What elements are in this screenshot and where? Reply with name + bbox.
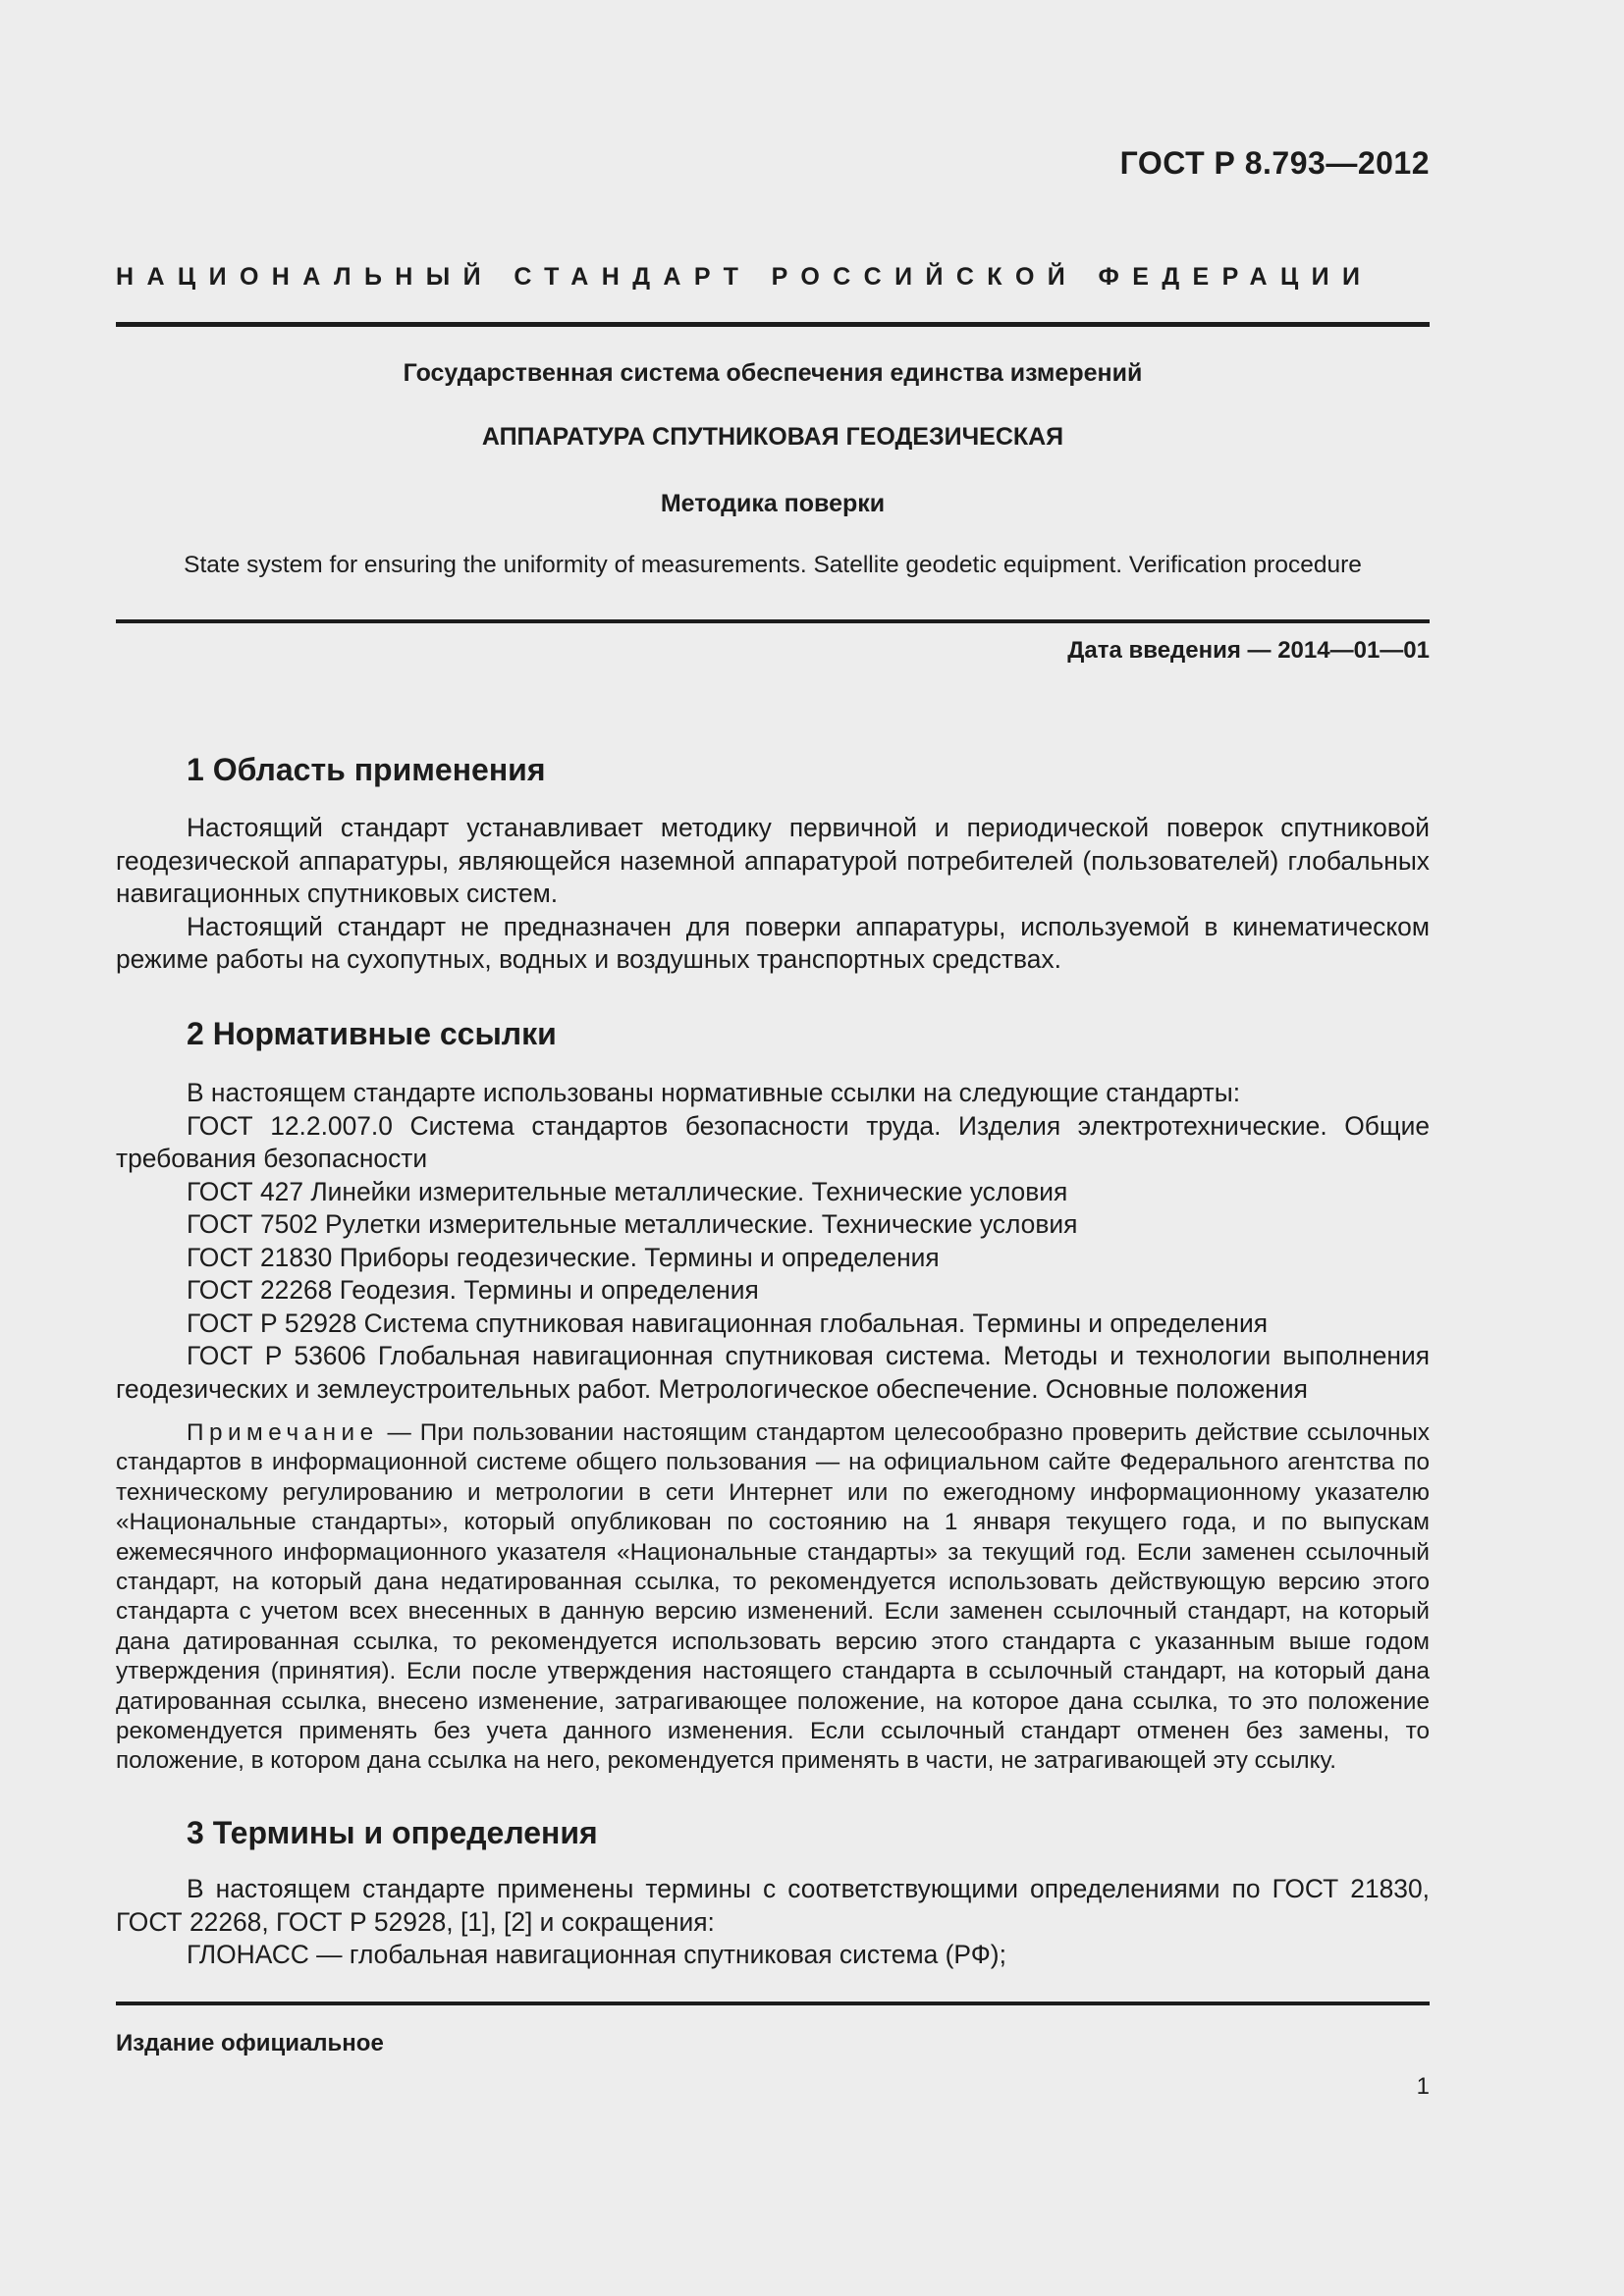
note-text: — При пользовании настоящим стандартом целесообразно проверить действие ссылочных стандартов в информационной системе общего пользования — на официальном сайте Федерального агентства по техническому регулированию и метрологии в сети Интернет или по ежегодному информационному указателю «Национальные стандарты», который опубликован по состоянию на 1 января текущего года, и по выпускам ежемесячного информационного указателя «Национальные стандарты» за текущий год. Если заменен ссылочный стандарт, на который дана недатированная ссылка, то рекомендуется использовать действующую версию этого стандарта с учетом всех внесенных в данную версию изменений. Если заменен ссылочный стандарт, на который дана датированная ссылка, то рекомендуется использовать версию этого стандарта с указанным выше годом утверждения (принятия). Если после утверждения настоящего стандарта в ссылочный стандарт, на который дана датированная ссылка, внесено изменение, затрагивающее положение, на которое дана ссылка, то это положение рекомендуется применять без учета данного изменения. Если ссылочный стандарт отменен без замены, то положение, в котором дана ссылка на него, рекомендуется применять в части, не затрагивающей эту ссылку.: [116, 1419, 1430, 1775]
document-code: ГОСТ Р 8.793—2012: [1119, 145, 1430, 181]
reference-item: ГОСТ 21830 Приборы геодезические. Термины и определения: [187, 1242, 940, 1272]
section-2-heading: 2 Нормативные ссылки: [187, 1016, 557, 1051]
system-title: Государственная система обеспечения единства измерений: [403, 359, 1143, 387]
section-1-paragraph: Настоящий стандарт не предназначен для поверки аппаратуры, используемой в кинематическом режиме работы на сухопутных, водных и воздушных транспортных средствах.: [116, 911, 1430, 974]
reference-item: ГОСТ 7502 Рулетки измерительные металлические. Технические условия: [187, 1209, 1078, 1239]
section-3-paragraph: ГЛОНАСС — глобальная навигационная спутниковая система (РФ);: [187, 1940, 1006, 1969]
section-2-body: [116, 1077, 1430, 1406]
section-2-intro: В настоящем стандарте использованы нормативные ссылки на следующие стандарты:: [187, 1078, 1241, 1107]
method-title: Методика поверки: [660, 490, 886, 517]
reference-item: ГОСТ 22268 Геодезия. Термины и определения: [187, 1275, 759, 1305]
section-1-body: [116, 812, 1430, 977]
introduction-date: Дата введения — 2014—01—01: [1067, 637, 1430, 664]
national-standard-title: НАЦИОНАЛЬНЫЙ СТАНДАРТ РОССИЙСКОЙ ФЕДЕРАЦИИ: [116, 263, 1374, 291]
subject-title: АППАРАТУРА СПУТНИКОВАЯ ГЕОДЕЗИЧЕСКАЯ: [481, 423, 1064, 451]
note-label: Примечание: [187, 1419, 379, 1446]
footer-rule: [116, 2002, 1430, 2005]
reference-note: [116, 1418, 1430, 1777]
reference-item: ГОСТ 427 Линейки измерительные металлические. Технические условия: [187, 1176, 1068, 1206]
title-rule: [116, 619, 1430, 623]
section-1-paragraph: Настоящий стандарт устанавливает методику первичной и периодической поверок спутниковой геодезической аппаратуры, являющейся наземной аппаратурой потребителей (пользователей) глобальных навигационных спутниковых систем.: [116, 813, 1430, 908]
reference-item: ГОСТ Р 52928 Система спутниковая навигационная глобальная. Термины и определения: [187, 1308, 1268, 1338]
edition-label: Издание официальное: [116, 2030, 384, 2056]
english-title: State system for ensuring the uniformity of measurements. Satellite geodetic equipment. Verification procedure: [184, 552, 1362, 578]
reference-item: ГОСТ Р 53606 Глобальная навигационная спутниковая система. Методы и технологии выполнения геодезических и землеустроительных работ. Метрологическое обеспечение. Основные положения: [116, 1341, 1430, 1404]
section-3-paragraph: В настоящем стандарте применены термины с соответствующими определениями по ГОСТ 21830, ГОСТ 22268, ГОСТ Р 52928, [1], [2] и сокращения:: [116, 1874, 1430, 1937]
section-3-body: [116, 1873, 1430, 1972]
section-3-heading: 3 Термины и определения: [187, 1815, 598, 1850]
page-number: 1: [1416, 2073, 1430, 2100]
reference-item: ГОСТ 12.2.007.0 Система стандартов безопасности труда. Изделия электротехнические. Общие требования безопасности: [116, 1110, 1430, 1173]
section-1-heading: 1 Область применения: [187, 752, 546, 787]
header-rule: [116, 322, 1430, 327]
